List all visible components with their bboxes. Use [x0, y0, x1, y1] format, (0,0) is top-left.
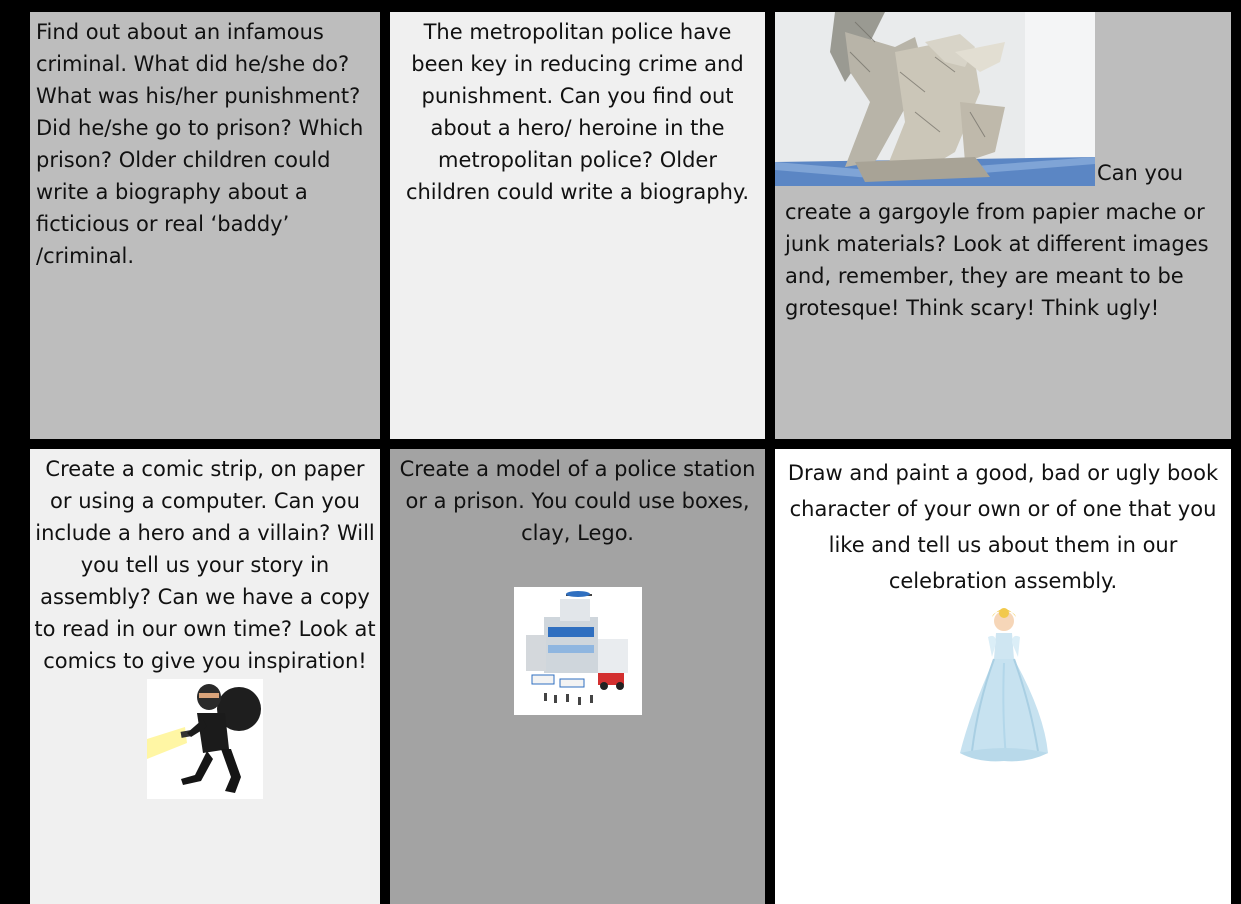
model-activity-text: Create a model of a police station or a prison. You could use boxes, clay, Lego. — [399, 457, 756, 545]
gargoyle-caption: Can you — [1097, 161, 1184, 185]
comic-activity-cell — [30, 449, 380, 904]
comic-activity-text: Create a comic strip, on paper or using a computer. Can you include a hero and a villain? Will you tell us your story in assembly? Can we have a copy to read in our own time? Look at comics to give you inspiration! — [34, 457, 376, 673]
model-activity-cell — [390, 449, 765, 904]
gargoyle-photo — [775, 12, 1095, 186]
robber-illustration — [147, 679, 263, 799]
princess-illustration — [948, 603, 1058, 763]
character-activity-text: Draw and paint a good, bad or ugly book character of your own or of one that you like and tell us about them in our celebration assembly. — [787, 461, 1219, 593]
criminal-activity-cell — [30, 12, 380, 439]
police-activity-cell — [390, 12, 765, 439]
gargoyle-activity-text: create a gargoyle from papier mache or junk materials? Look at different images and, remember, they are meant to be grotesque! Think scary! Think ugly! — [785, 200, 1209, 320]
police-activity-text: The metropolitan police have been key in reducing crime and punishment. Can you find out about a hero/ heroine in the metropolitan police? Older children could write a biography. — [405, 20, 750, 204]
gargoyle-activity-cell — [775, 12, 1231, 439]
lego-police-station-photo — [514, 587, 642, 715]
character-activity-cell — [775, 449, 1231, 904]
criminal-activity-text: Find out about an infamous criminal. What did he/she do? What was his/her punishment? Did he/she go to prison? Which prison? Older children could write a biography about a ficticious or real ‘baddy’ /criminal. — [36, 20, 364, 268]
